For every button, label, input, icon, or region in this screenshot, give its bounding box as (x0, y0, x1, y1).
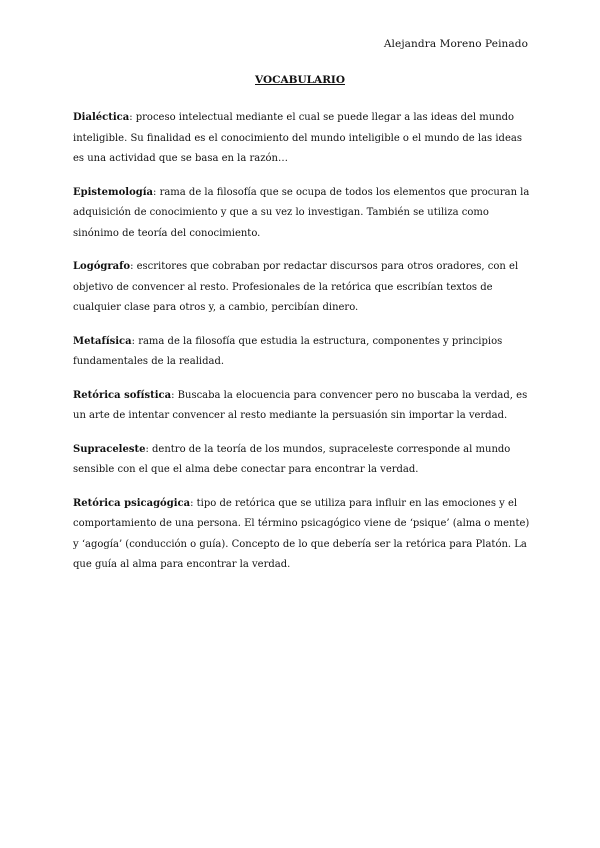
entry-definition: : rama de la filosofía que estudia la estructura, componentes y principios fundamentales de la realidad. (73, 335, 503, 367)
vocabulary-list (73, 108, 531, 589)
entry-definition: : tipo de retórica que se utiliza para influir en las emociones y el comportamiento de una persona. El término psicagógico viene de ‘psique’ (alma o mente) y ‘agogía’ (conducción o guía). Concepto de lo que debería ser la retórica para Platón. La que guía al alma para encontrar la verdad. (73, 497, 530, 570)
entry-term: Retórica psicagógica (73, 497, 191, 509)
entry-term: Metafísica (73, 335, 132, 347)
entry-definition: : proceso intelectual mediante el cual se puede llegar a las ideas del mundo inteligible. Su finalidad es el conocimiento del mundo inteligible o el mundo de las ideas es una actividad que se basa en la razón… (73, 112, 522, 164)
vocabulary-entry-retorica-sofistica (73, 386, 531, 427)
entry-definition: : dentro de la teoría de los mundos, supraceleste corresponde al mundo sensible con el que el alma debe conectar para encontrar la verdad. (73, 443, 511, 475)
entry-definition: : rama de la filosofía que se ocupa de todos los elementos que procuran la adquisición de conocimiento y que a su vez lo investigan. También se utiliza como sinónimo de teoría del conocimiento. (73, 186, 530, 239)
entry-term: Dialéctica (73, 112, 130, 123)
entry-term: Logógrafo (73, 261, 131, 272)
entry-definition: : Buscaba la elocuencia para convencer pero no buscaba la verdad, es un arte de intentar convencer al resto mediante la persuasión sin importar la verdad. (73, 389, 528, 421)
vocabulary-entry-logografo (73, 257, 531, 319)
entry-term: Retórica sofística (73, 389, 172, 401)
vocabulary-entry-metafisica (73, 332, 531, 373)
vocabulary-entry-supraceleste (73, 440, 531, 481)
entry-term: Epistemología (73, 186, 154, 198)
vocabulary-entry-retorica-psicagogica (73, 494, 531, 576)
author-name: Alejandra Moreno Peinado (383, 38, 528, 50)
entry-definition: : escritores que cobraban por redactar discursos para otros oradores, con el objetivo de convencer al resto. Profesionales de la retórica que escribían textos de cualquier clase para otros y, a cambio, percibían dinero. (73, 261, 519, 313)
document-title: VOCABULARIO (255, 74, 345, 86)
vocabulary-entry-epistemologia (73, 183, 531, 245)
entry-term: Supraceleste (73, 443, 146, 455)
vocabulary-entry-dialectica (73, 108, 531, 170)
